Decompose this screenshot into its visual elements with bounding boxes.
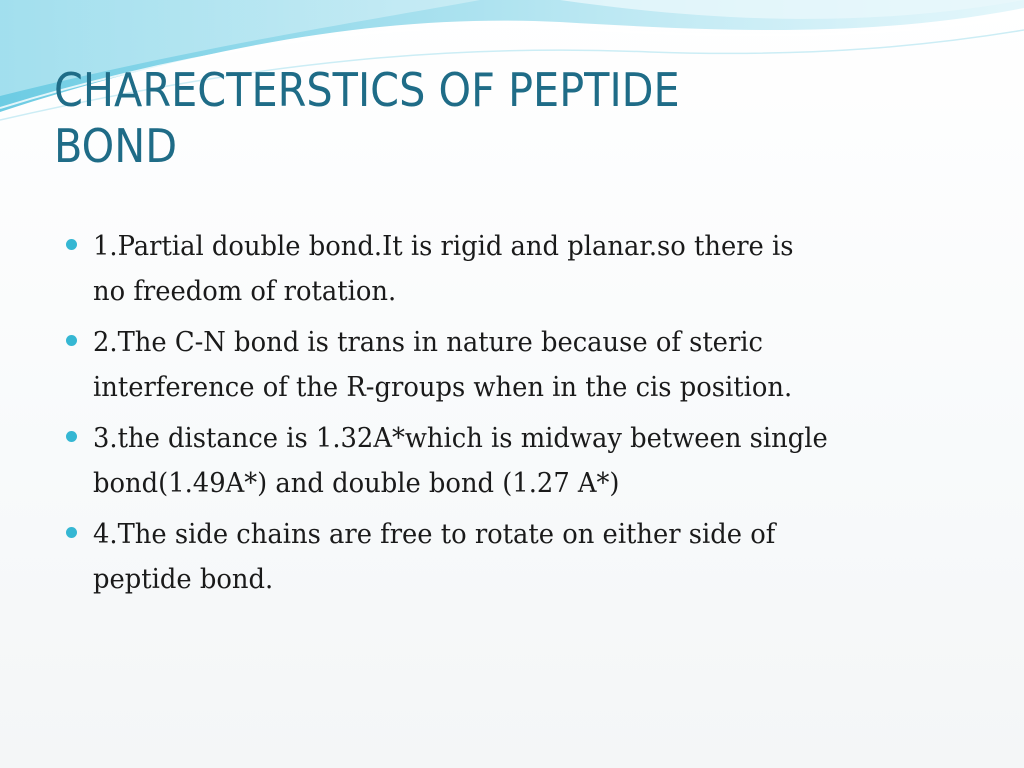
bullet-dot-icon bbox=[66, 431, 77, 442]
bullet-item-1 bbox=[62, 224, 982, 314]
bullet-text bbox=[93, 224, 942, 314]
bullet-line: bond(1.49A*) and double bond (1.27 A*) bbox=[93, 468, 620, 499]
bullet-text bbox=[93, 416, 942, 506]
bullet-line: 3.the distance is 1.32A*which is midway between single bbox=[93, 423, 828, 454]
bullet-line: 2.The C-N bond is trans in nature because of steric bbox=[93, 327, 763, 358]
bullet-item-2 bbox=[62, 320, 982, 410]
bullet-line: 4.The side chains are free to rotate on either side of bbox=[93, 519, 776, 550]
bullet-item-4 bbox=[62, 512, 982, 602]
bullet-line: no freedom of rotation. bbox=[93, 276, 397, 307]
bullet-text bbox=[93, 320, 942, 410]
bullet-line: interference of the R-groups when in the cis position. bbox=[93, 372, 793, 403]
slide-title-line-1: CHARECTERSTICS OF PEPTIDE bbox=[54, 63, 680, 117]
slide-title-line-2: BOND bbox=[54, 119, 178, 173]
bullet-text bbox=[93, 512, 942, 602]
bullet-item-3 bbox=[62, 416, 982, 506]
bullet-dot-icon bbox=[66, 527, 77, 538]
bullet-dot-icon bbox=[66, 335, 77, 346]
slide-title bbox=[54, 62, 864, 174]
bullet-line: 1.Partial double bond.It is rigid and planar.so there is bbox=[93, 231, 794, 262]
bullet-list bbox=[62, 224, 982, 608]
bullet-dot-icon bbox=[66, 239, 77, 250]
bullet-line: peptide bond. bbox=[93, 564, 274, 595]
